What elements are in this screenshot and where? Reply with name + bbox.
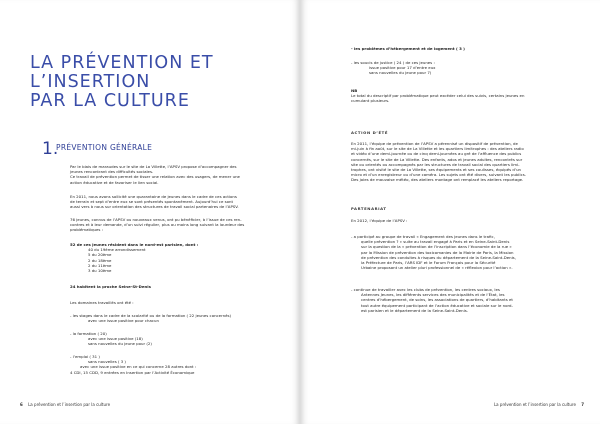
text-line: trophes, ont visité le site de La Villette, ses équipements et ses coulisses, équipés d’un: [351, 167, 522, 173]
paragraph-intro: [70, 164, 252, 185]
label-action-ete: ACTION D’ÉTÉ: [351, 130, 389, 135]
text-line: Urbaine proposant un atelier pluri professionnel de « réflexion pour l’action ».: [361, 265, 513, 271]
text-line: de terrain et sept d’entre eux se sont présentés spontanément. Aujourd’hui ce sont: [70, 199, 233, 205]
section-title: PRÉVENTION GÉNÉRALE: [56, 143, 153, 152]
arrondissement-item: 3 du 10ème: [88, 268, 112, 274]
paragraph-action-ete: [351, 141, 551, 183]
text-line: jeunes rencontrant des difficultés sociales.: [70, 169, 154, 175]
stats-block: [70, 242, 252, 273]
text-line: - la formation ( 20): [70, 331, 107, 336]
text-line: action éducative et de favoriser le lien social.: [70, 179, 159, 185]
text-line: avec une issue positive en ce qui concerne 28 autres dont :: [80, 364, 197, 370]
partenariat-intro: En 2012, l’équipe de l’APSV :: [351, 218, 408, 223]
left-page: [0, 0, 299, 424]
text-line: issue positive pour 17 d’entre eux: [369, 65, 436, 71]
title-line: L’INSERTION: [30, 72, 151, 92]
text-line: Le total du descriptif par problématique peut excéder celui des suivis, certains jeunes en: [351, 93, 525, 99]
text-line: problématiques :: [70, 227, 103, 233]
text-line: est parisien et le département de la Seine-Saint-Denis.: [361, 307, 468, 313]
partenariat-item-1: [351, 234, 551, 270]
domain-stages: [70, 313, 252, 323]
text-line: - les problèmes d’hébergement et de logement ( 3 ): [351, 46, 465, 51]
text-line: aussi vers à nous sur orientation des structures de travail social partenaires de l’APSV.: [70, 204, 239, 210]
arrondissement-item: 40 du 19ème arrondissement: [88, 247, 146, 253]
text-line: Ce travail de prévention permet de tisser une relation avec des usagers, de mener une: [70, 174, 240, 180]
text-line: sans nouvelles du jeune pour 7): [369, 70, 432, 76]
section-number: 1.: [42, 139, 59, 159]
title-line: PAR LA CULTURE: [30, 91, 190, 111]
domain-formation: [70, 331, 252, 347]
text-line: Des joies de mauvaise météo, des ateliers montage ont remplacé les ateliers reportage.: [351, 177, 524, 183]
nb-note: [351, 88, 551, 104]
text-line: - l’emploi ( 31 ): [70, 354, 100, 359]
text-line: En 2011, l’équipe de prévention de l’APSV a pérennisé un dispositif de prévention, de: [351, 141, 518, 146]
text-line: avec une issue positive pour chacun: [88, 318, 159, 324]
text-line: de prévention des conduites à risques du département de la Seine-Saint-Denis,: [361, 254, 516, 260]
stat-seine-st-denis: 24 habitent la proche Seine-St-Denis: [70, 284, 151, 289]
text-line: - continue de travailler avec les clubs de prévention, les centres sociaux, les: [351, 287, 500, 292]
text-line: avec une issue positive (18): [88, 336, 143, 342]
text-line: Par le biais de maraudes sur le site de La Villette, l’APSV propose d’accompagner des: [70, 164, 237, 169]
domain-emploi: [70, 354, 252, 375]
text-line: micro et d’un enregistreur ou d’une caméra. Les sujets ont été divers, suivant les publics.: [351, 172, 526, 178]
text-line: contres et à leur demande, d’un suivi régulier, plus ou moins long suivant la lourdeur des: [70, 222, 245, 228]
text-line: la Préfecture de Paris, l’ARS IDF et le Forum Français pour la Sécurité: [361, 260, 496, 266]
footer-running-title: La prévention et l’insertion par la culture: [493, 402, 576, 407]
stat-residence: 52 de ces jeunes résident dans le nord-est parisien, dont :: [70, 242, 199, 247]
text-line: centres d’hébergement, de soins, les associations de quartiers, d’habitants et: [361, 297, 513, 303]
text-line: sur la question de la « prévention de l’inscription dans l’économie de la rue »: [361, 244, 512, 250]
text-line: concernés, sur le site de La Villette. Des enfants, ados et jeunes adultes, rencontrés sur: [351, 156, 523, 162]
arrondissement-item: 2 du 11ème: [88, 262, 112, 268]
nb-label: NB: [351, 88, 358, 93]
domain-justice: [351, 60, 551, 76]
text-line: quelle prévention ? » suite au travail engagé à Paris et en Seine-Saint-Denis: [361, 239, 510, 245]
text-line: cumulant plusieurs.: [351, 98, 390, 104]
text-line: sans nouvelles ( 3 ): [88, 359, 126, 365]
text-line: - les soucis de justice ( 24 ) de ces jeunes :: [351, 60, 435, 65]
text-line: En 2011, nous avons sollicité une quarantaine de jeunes dans le cadre de ces actions: [70, 194, 237, 199]
text-line: Antennes Jeunes, les différents services des municipalités et de l’État, les: [361, 292, 505, 298]
text-line: 76 jeunes, connus de l’APSV ou nouveaux venus, ont pu bénéficier, à l’issue de ces ren-: [70, 217, 242, 222]
footer-right: [494, 402, 584, 407]
right-page: [301, 0, 600, 424]
text-line: - a participé au groupe de travail « Engagement des jeunes dans le trafic,: [351, 234, 495, 239]
arrondissement-item: 2 du 18ème: [88, 257, 112, 263]
text-line: 4 CDI, 15 CDD, 9 entrées en Insertion par l’Activité Économique: [70, 369, 195, 375]
domains-intro: Les domaines travaillés ont été :: [70, 300, 134, 305]
text-line: site ou orientés ou accompagnés par les structures de travail social des quartiers limi-: [351, 161, 520, 167]
paragraph-76-jeunes: [70, 217, 252, 233]
page-number: 7: [581, 402, 584, 407]
text-line: sans nouvelles du jeune pour (2): [88, 341, 152, 347]
arrondissement-item: 5 du 20ème: [88, 252, 112, 258]
domain-logement: [351, 46, 551, 51]
paragraph-2011: [70, 194, 252, 210]
footer-running-title: La prévention et l’insertion par la culture: [28, 402, 111, 407]
partenariat-item-2: [351, 287, 551, 313]
page-title: [30, 54, 270, 111]
label-partenariat: PARTENARIAT: [351, 206, 387, 211]
footer-left: [20, 402, 110, 407]
title-line: LA PRÉVENTION ET: [30, 53, 214, 73]
text-line: - les stages dans le cadre de la scolarité ou de la formation ( 22 jeunes concernés): [70, 313, 232, 318]
text-line: tout autre équipement participant de l’action éducative et sociale sur le nord-: [361, 302, 513, 308]
text-line: par la Mission de prévention des toxicomanies de la Mairie de Paris, la Mission: [361, 249, 514, 255]
page-number: 6: [20, 402, 23, 407]
text-line: et vidéo d’une demi-journée ou de cinq demi-journées au gré de l’affluence des publics: [351, 151, 522, 157]
text-line: mi-juin à fin août, sur le site de La Villette et les quartiers limitrophes : des ateliers radio: [351, 146, 524, 152]
